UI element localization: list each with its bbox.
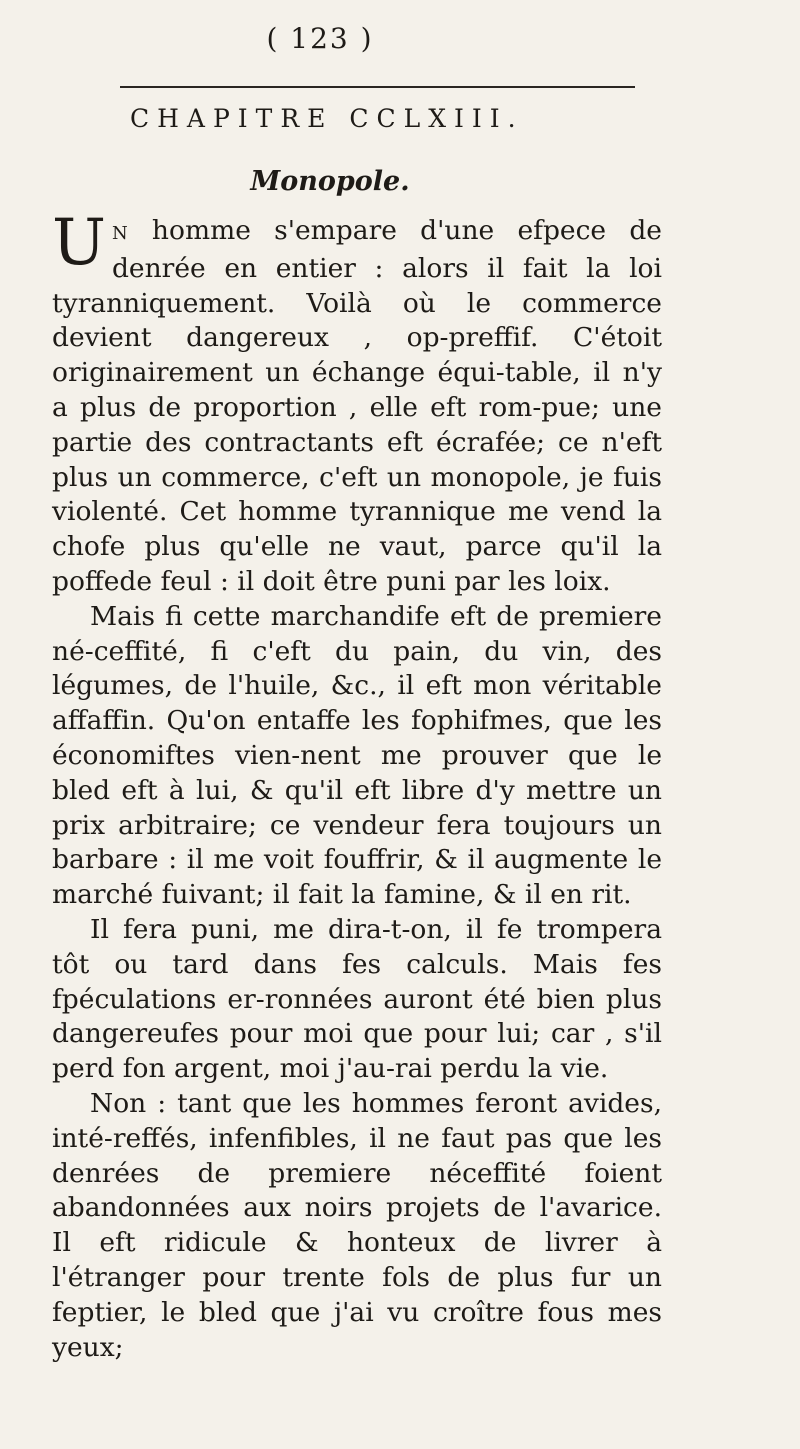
paragraph-3: Il fera puni, me dira-t-on, il fe trompera tôt ou tard dans fes calculs. Mais fes fpéculations er-ronnées auront été bien plus dangereufes pour moi que pour lui; car , s'il perd fon argent, moi j'au-rai perdu la vie. bbox=[52, 913, 662, 1085]
paragraph-4: Non : tant que les hommes feront avides, inté-reffés, infenfibles, il ne faut pas que les denrées de premiere néceffité foient abandonnées aux noirs projets de l'avarice. Il eft ridicule & honteux de livrer à l'étranger pour trente fols de plus fur un feptier, le bled que j'ai vu croître fous mes yeux; bbox=[52, 1087, 662, 1363]
drop-cap: U bbox=[52, 206, 106, 280]
paragraph-1-text: homme s'empare d'une efpece de denrée en entier : alors il fait la loi tyranniquement. Voilà où le commerce devient dangereux , op-preffif. C'étoit originairement un échange équi-table, il n'y a plus de proportion , elle eft rom-pue; une partie des contractants eft écrafée; ce n'eft plus un commerce, c'eft un monopole, je fuis violenté. Cet homme tyrannique me vend la chofe plus qu'elle ne vaut, parce qu'il la poffede feul : il doit être puni par les loix. bbox=[52, 215, 662, 597]
chapter-heading: CHAPITRE CCLXIII. bbox=[130, 104, 524, 133]
header-rule bbox=[120, 86, 635, 88]
first-word-rest: N bbox=[111, 223, 129, 244]
chapter-subtitle: Monopole. bbox=[250, 166, 410, 197]
paragraph-1 bbox=[52, 206, 662, 600]
paragraph-2: Mais fi cette marchandife eft de premiere né-ceffité, fi c'eft du pain, du vin, des légumes, de l'huile, &c., il eft mon véritable affaffin. Qu'on entaffe les fophifmes, que les économiftes vien-nent me prouver que le bled eft à lui, & qu'il eft libre d'y mettre un prix arbitraire; ce vendeur fera toujours un barbare : il me voit fouffrir, & il augmente le marché fuivant; il fait la famine, & il en rit. bbox=[52, 600, 662, 911]
body-text bbox=[52, 206, 662, 1365]
page-number: ( 123 ) bbox=[266, 22, 374, 55]
